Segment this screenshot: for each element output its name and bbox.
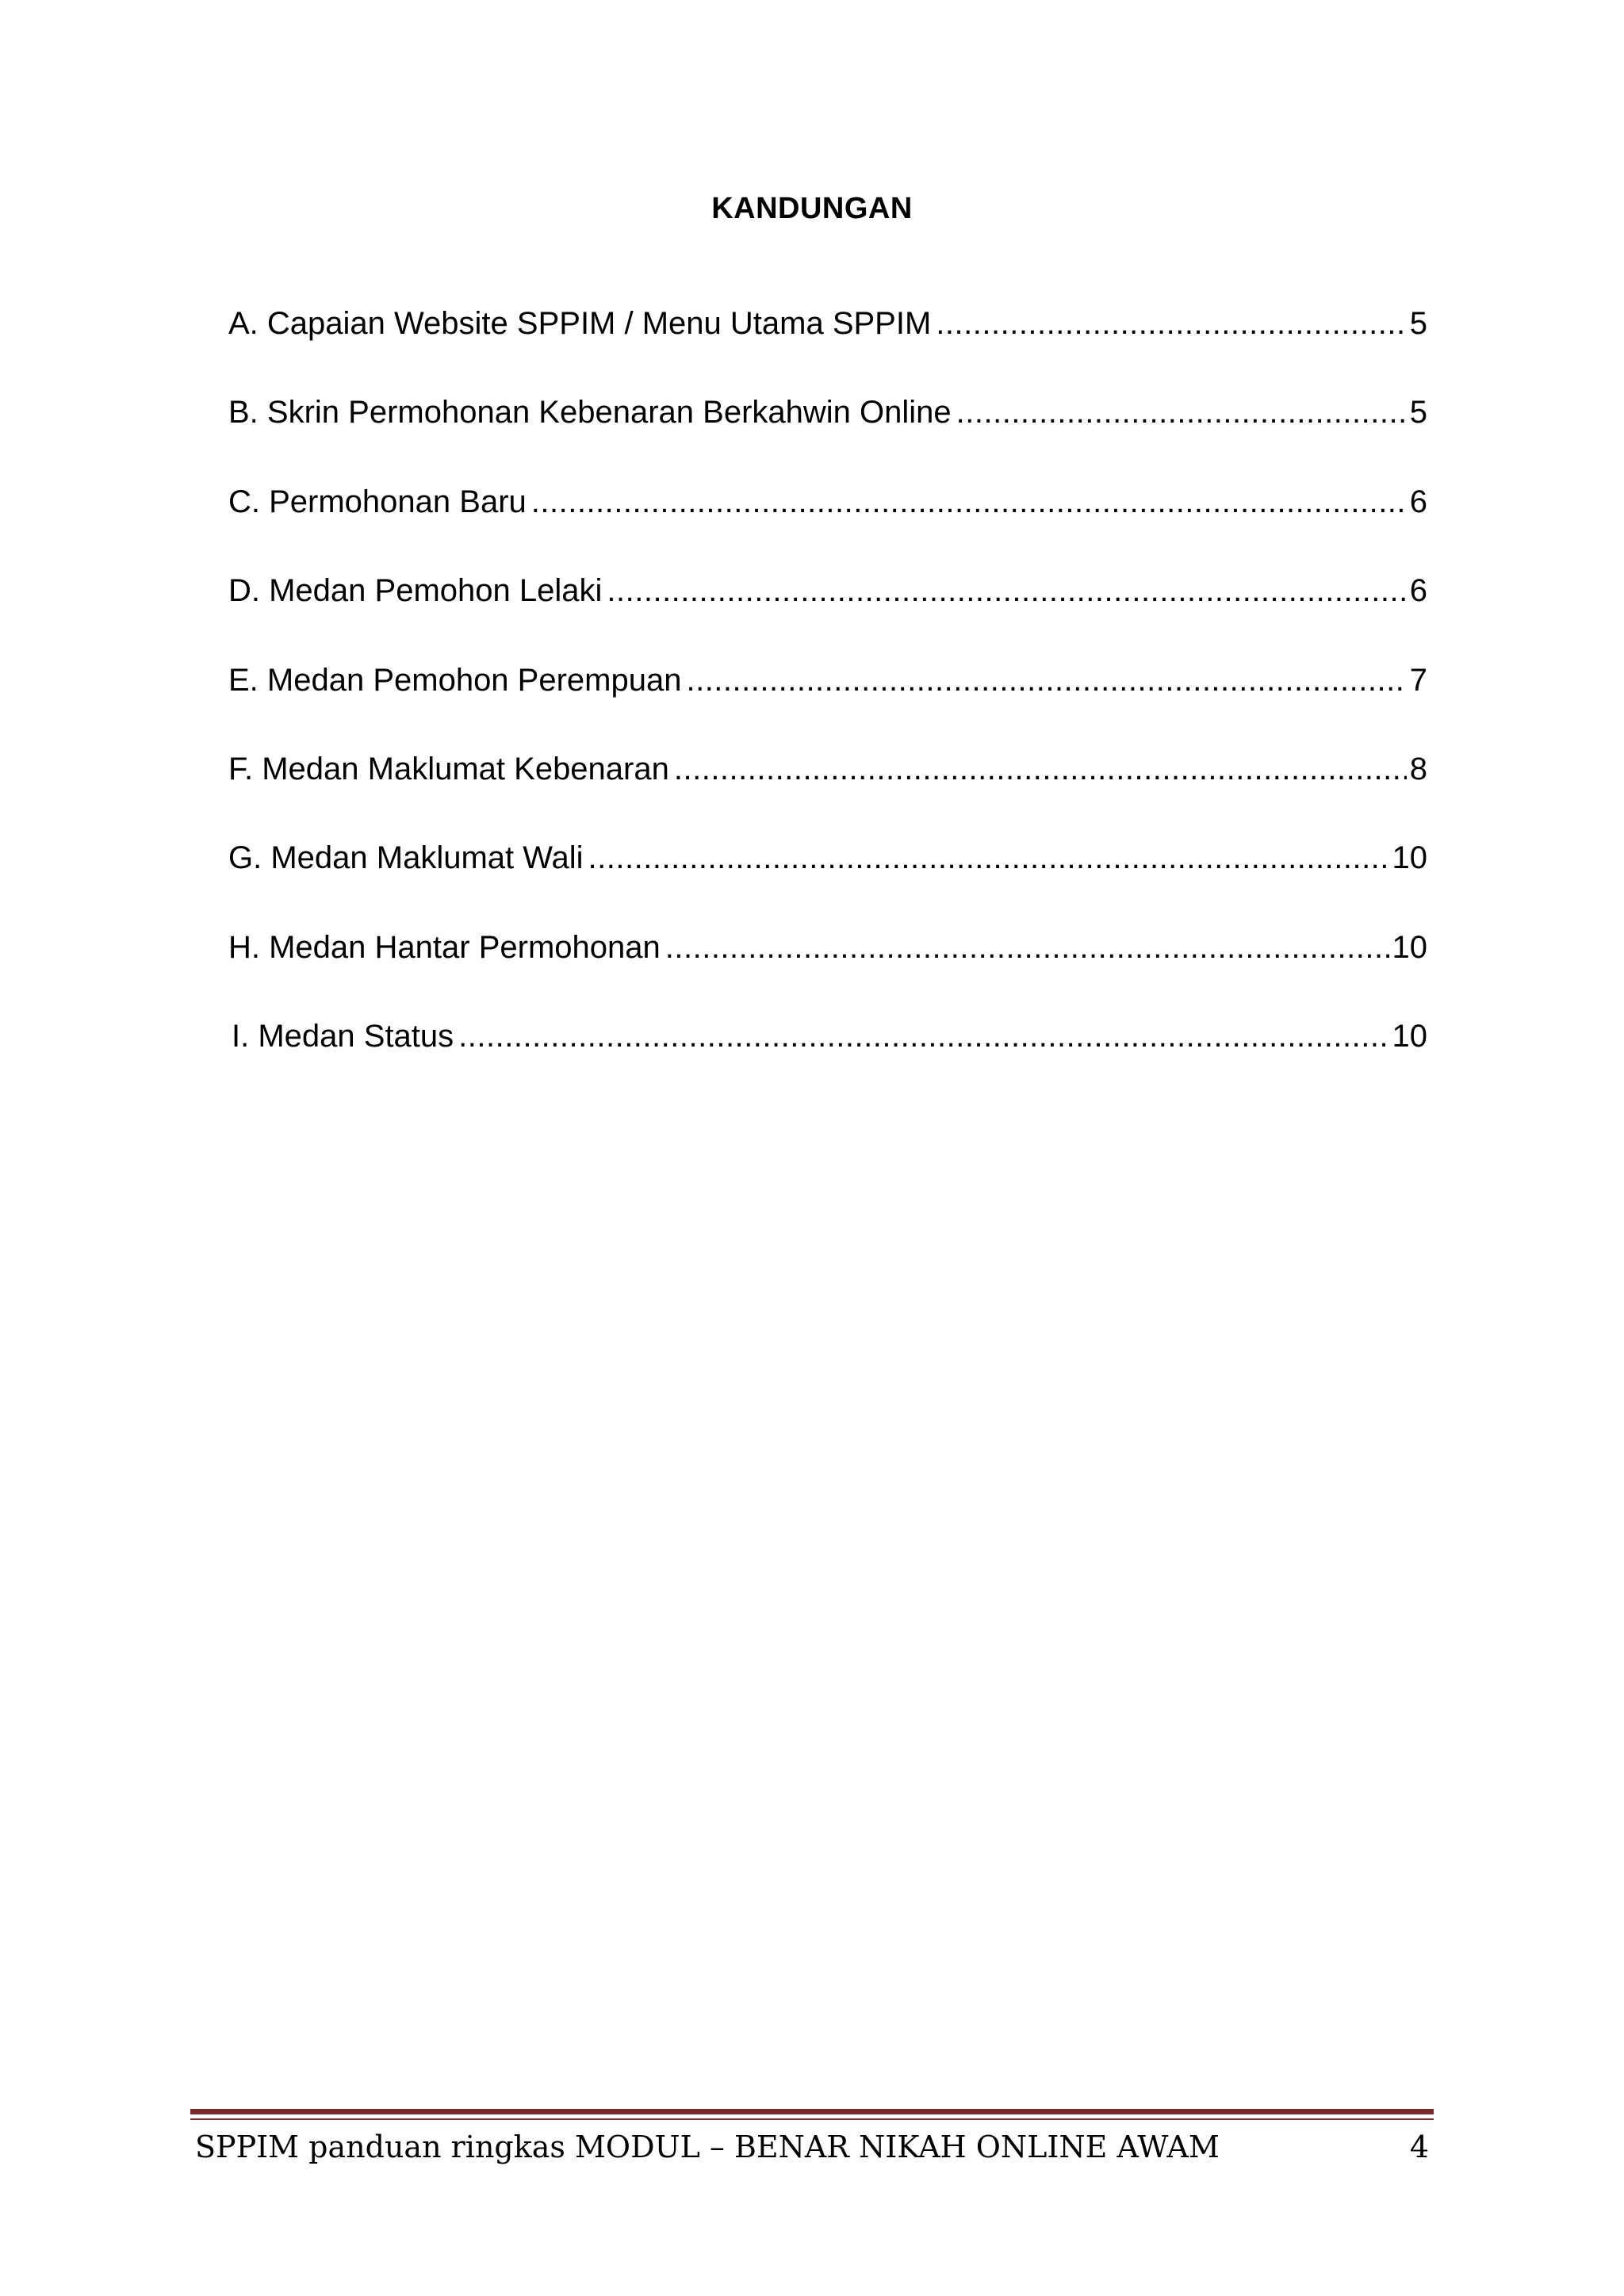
toc-entry-page: 7: [1409, 662, 1427, 698]
toc-entry-page: 5: [1409, 306, 1427, 341]
toc-entry-page: 5: [1409, 395, 1427, 430]
toc-entry-page: 10: [1392, 840, 1427, 876]
toc-dot-leader: [686, 658, 1406, 702]
toc-entry-label: F. Medan Maklumat Kebenaran: [228, 751, 669, 786]
toc-dot-leader: [588, 836, 1389, 880]
toc-entry-label: I. Medan Status: [232, 1019, 454, 1054]
toc-entry-g[interactable]: [228, 836, 1427, 924]
toc-entry-page: 10: [1392, 1019, 1427, 1054]
toc-entry-page: 8: [1409, 751, 1427, 786]
toc-dot-leader: [665, 925, 1389, 970]
toc-dot-leader: [936, 301, 1406, 346]
toc-dot-leader: [607, 568, 1406, 613]
toc-entry-d[interactable]: [228, 568, 1427, 657]
footer-title: SPPIM panduan ringkas MODUL – BENAR NIKAH ONLINE AWAM: [195, 2130, 1220, 2164]
toc-entry-label: E. Medan Pemohon Perempuan: [228, 662, 682, 698]
toc-entry-page: 6: [1409, 573, 1427, 609]
toc-entry-label: B. Skrin Permohonan Kebenaran Berkahwin Online: [228, 395, 952, 430]
toc-entry-label: H. Medan Hantar Permohonan: [228, 929, 661, 965]
page-title: KANDUNGAN: [711, 192, 913, 225]
toc-entry-i[interactable]: [228, 1014, 1427, 1103]
toc-entry-label: D. Medan Pemohon Lelaki: [228, 573, 603, 609]
toc-entry-a[interactable]: [228, 301, 1427, 390]
toc-entry-c[interactable]: [228, 480, 1427, 568]
toc-entry-h[interactable]: [228, 925, 1427, 1014]
toc-entry-label: G. Medan Maklumat Wali: [228, 840, 584, 876]
footer-rule-thin: [190, 2118, 1434, 2120]
toc-entry-label: C. Permohonan Baru: [228, 484, 527, 519]
table-of-contents: [228, 301, 1427, 1104]
footer-page-number: 4: [1409, 2130, 1429, 2164]
toc-entry-page: 6: [1409, 484, 1427, 519]
toc-entry-f[interactable]: [228, 747, 1427, 836]
footer-rule: [190, 2109, 1434, 2114]
toc-entry-e[interactable]: [228, 658, 1427, 747]
toc-entry-label: A. Capaian Website SPPIM / Menu Utama SPPIM: [228, 306, 932, 341]
toc-dot-leader: [674, 747, 1407, 791]
toc-dot-leader: [458, 1014, 1388, 1058]
toc-dot-leader: [956, 390, 1407, 434]
toc-dot-leader: [531, 480, 1407, 524]
toc-entry-page: 10: [1392, 929, 1427, 965]
toc-entry-b[interactable]: [228, 390, 1427, 479]
